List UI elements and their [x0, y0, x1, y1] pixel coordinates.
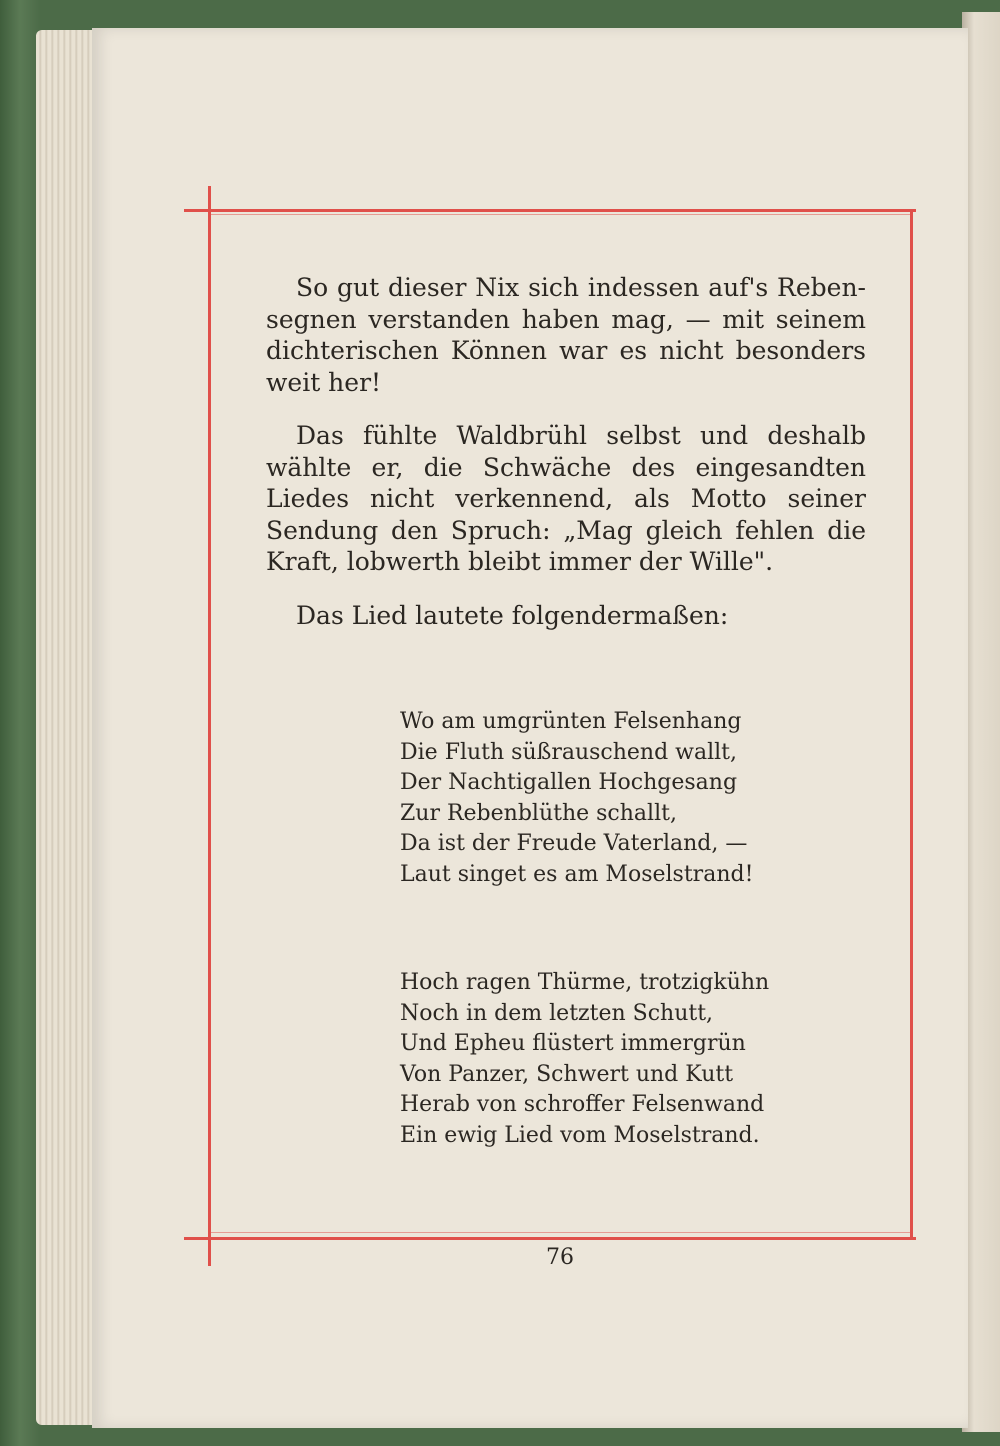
red-frame-right	[910, 209, 913, 1240]
poem-stanza-1	[400, 707, 820, 890]
poem-line: Ein ewig Lied vom Moselstrand.	[400, 1122, 760, 1148]
poem-line: Da ist der Freude Vaterland, —	[400, 831, 748, 856]
poem-line: Hoch ragen Thürme, trotzigkühn	[400, 970, 770, 995]
paragraph: So gut dieser Nix sich indessen auf's Reben-segnen verstanden haben mag, — mit seinem dichterischen Können war es nicht besonders weit her!	[266, 273, 866, 397]
poem-line: Wo am umgrünten Felsenhang	[400, 709, 742, 734]
poem-line: Noch in dem letzten Schutt,	[400, 1000, 714, 1026]
poem-line: Die Fluth süßrauschend wallt,	[400, 739, 738, 765]
poem-line: Zur Rebenblüthe schallt,	[400, 800, 677, 826]
poem-line: Von Panzer, Schwert und Kutt	[400, 1061, 734, 1087]
paragraph: Das Lied lautete folgendermaßen:	[296, 600, 729, 630]
red-frame-top-inner	[208, 214, 913, 215]
page-number: 76	[546, 1245, 574, 1270]
poem-line: Laut singet es am Moselstrand!	[400, 861, 754, 887]
poem-stanza-2	[400, 968, 820, 1151]
poem-line: Der Nachtigallen Hochgesang	[400, 770, 738, 795]
poem-line: Herab von schroffer Felsenwand	[400, 1092, 765, 1117]
red-frame-bottom	[184, 1237, 916, 1240]
paragraph: Das fühlte Waldbrühl selbst und deshalb wählte er, die Schwäche des eingesandten Liedes nicht verkennend, als Motto seiner Sendung den Spruch: „Mag gleich fehlen die Kraft, lobwerth bleibt immer der Wille".	[266, 421, 866, 576]
red-frame-bottom-inner	[208, 1232, 913, 1233]
red-frame-top	[184, 209, 916, 212]
poem-line: Und Epheu flüstert immergrün	[400, 1031, 746, 1056]
prose-text	[266, 272, 866, 653]
red-frame-left	[208, 186, 211, 1266]
